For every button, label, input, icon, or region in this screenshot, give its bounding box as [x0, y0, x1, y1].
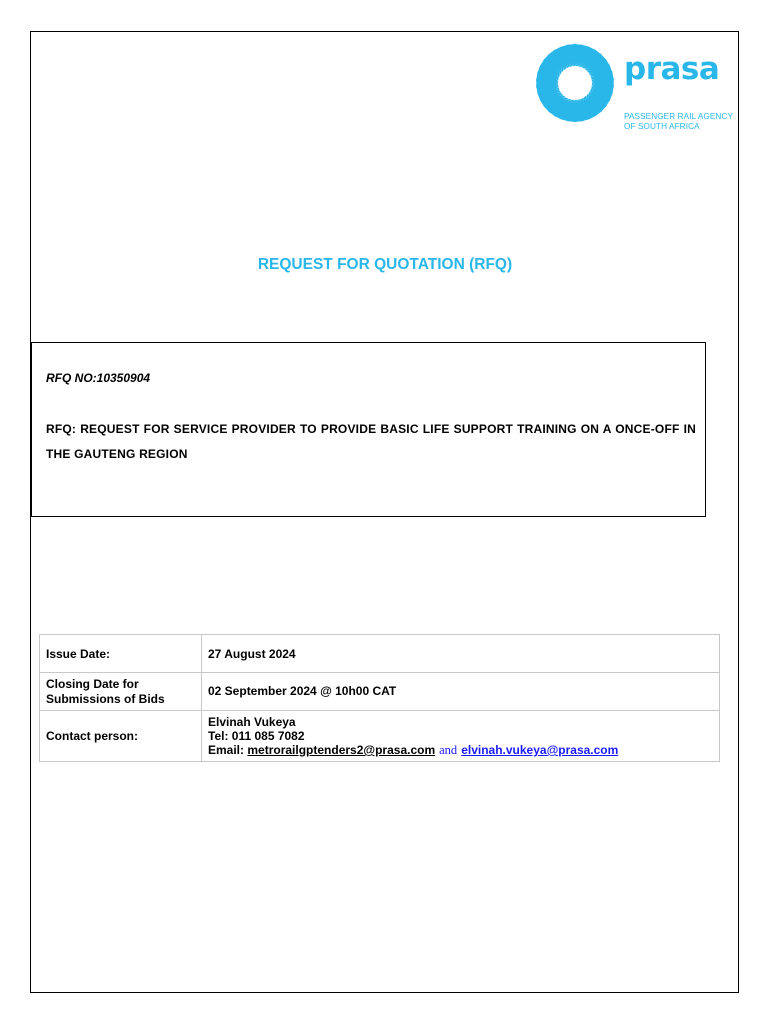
table-row: [40, 711, 720, 762]
logo-wordmark: prasa: [624, 51, 720, 87]
issue-date-value: 27 August 2024: [202, 635, 720, 673]
rfq-number: RFQ NO:10350904: [46, 371, 151, 385]
contact-person-value: [202, 711, 720, 762]
logo-subtitle-line1: PASSENGER RAIL AGENCY: [624, 112, 734, 121]
details-table: [39, 634, 720, 762]
contact-person-label: Contact person:: [40, 711, 202, 762]
closing-date-label-line2: Submissions of Bids: [46, 691, 165, 706]
email-joiner: and: [439, 743, 458, 757]
table-row: [40, 673, 720, 711]
rfq-box: [31, 342, 706, 517]
rfq-description: RFQ: REQUEST FOR SERVICE PROVIDER TO PROVIDE BASIC LIFE SUPPORT TRAINING ON A ONCE-OFF IN THE GAUTENG REGION: [46, 422, 696, 461]
logo-subtitle: [624, 112, 733, 132]
prasa-sunburst-ring-icon: [533, 38, 617, 128]
closing-date-value: 02 September 2024 @ 10h00 CAT: [202, 673, 720, 711]
email-prefix: Email:: [208, 743, 248, 757]
closing-date-label-line1: Closing Date for: [46, 676, 139, 691]
issue-date-label: Issue Date:: [40, 635, 202, 673]
email-link-primary[interactable]: metrorailgptenders2@prasa.com: [247, 743, 436, 757]
contact-name: Elvinah Vukeya: [208, 715, 296, 729]
closing-date-label: [40, 673, 202, 711]
contact-email-line: [208, 743, 713, 757]
contact-tel: Tel: 011 085 7082: [208, 729, 305, 743]
email-link-secondary[interactable]: elvinah.vukeya@prasa.com: [461, 743, 619, 757]
prasa-logo: [533, 38, 734, 131]
document-title: REQUEST FOR QUOTATION (RFQ): [257, 256, 513, 273]
table-row: [40, 635, 720, 673]
logo-subtitle-line2: OF SOUTH AFRICA: [624, 122, 700, 131]
